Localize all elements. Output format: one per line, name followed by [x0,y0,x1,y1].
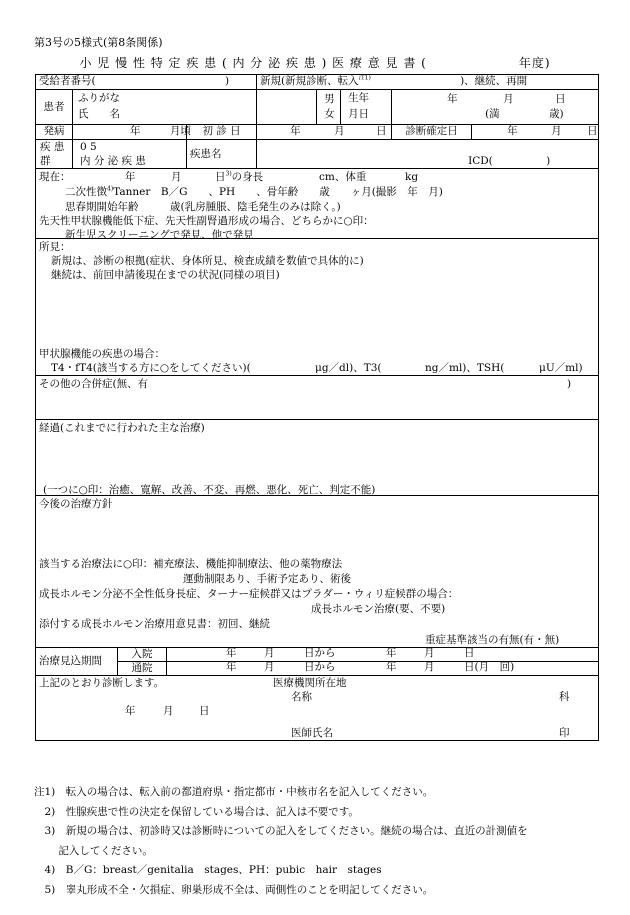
outpatient-month-end: 月 [424,661,435,673]
inpatient-month-end: 月 [424,647,435,659]
first-visit-month: 月 [334,125,345,137]
onset-date-cell[interactable] [73,125,191,140]
row-period-outpatient [36,662,599,676]
confirm-year: 年 [507,125,518,137]
inpatient-month: 月 [264,647,275,659]
application-type-label: 新規(新規診断、転入$^{注1)}$ [260,74,371,87]
policy-treatment: 該当する治療法に○印：補充療法、機能抑制療法、他の薬物療法 [39,558,343,570]
footnote-3: 3) 新規の場合は、初診時又は診断時についての記入をしてください。継続の場合は、直近の計測値を [34,825,528,837]
inpatient-day-end: 日 [464,647,475,659]
complications-label: その他の合併症(無、有 [39,378,149,390]
findings-line-new: 新規は、診断の根拠(症状、身体所見、検査成績を数値で具体的に) [51,255,364,267]
onset-label: 発病 [36,125,73,140]
doctor-name-label: 医師氏名 [291,727,333,739]
findings-cell[interactable] [36,239,599,376]
inpatient-year: 年 [226,647,237,659]
patient-name-extra[interactable] [257,90,317,125]
confirm-date[interactable] [472,125,599,140]
policy-gh-condition: 成長ホルモン分泌不全性低身長症、ターナー症候群又はプラダー・ウィリ症候群の場合： [39,588,459,600]
footnote-2: 2) 性腺疾患で性の決定を保留している場合は、記入は不要です。 [34,805,359,818]
disease-group-code: 0 5 [80,141,97,153]
thyroid-t3-unit: ng／ml)、TSH( [425,362,505,374]
inpatient-year-end: 年 [386,647,397,659]
patient-name-cell[interactable] [73,90,257,125]
department-label: 科 [559,691,570,703]
clinic-address-label: 医療機関所在地 [273,677,347,689]
thyroid-label: 甲状腺機能の疾患の場合： [39,348,165,360]
policy-cell[interactable] [36,496,599,648]
row-patient [36,90,599,125]
footnotes [34,783,528,900]
onset-year: 年 [130,125,141,137]
progress-outcome: (一つに○印：治癒、寛解、改善、不変、再燃、悪化、死亡、判定不能) [43,484,376,496]
footnote-4: 4) B／G：breast／genitalia stages、PH：pubic hair stages [34,864,382,876]
outpatient-from: 日から [304,661,336,673]
birth-month-label: 月 [503,93,514,105]
signature-cell[interactable] [36,676,599,741]
seal-label: 印 [559,727,570,739]
footnote-5: 5) 睾丸形成不全・欠損症、卵巣形成不全は、両側性のことを明記してください。 [34,883,434,896]
footnote-3-cont: 記入してください。 [34,844,153,857]
patient-label: 患者 [36,90,73,125]
sex-cell[interactable] [317,90,341,125]
birth-year-label: 年 [447,93,458,105]
screening-options: 新生児スクリーニングで発見、他で発見 [65,229,254,241]
row-progress [36,420,599,496]
row-signature [36,676,599,741]
footnote-1: 注1) 転入の場合は、転入前の都道府県・指定都市・中核市名を記入してください。 [34,786,434,798]
birth-label-2: 月日 [348,108,370,120]
document-title [0,57,630,69]
findings-label: 所見： [39,241,71,253]
policy-restriction: 運動制限あり、手術予定あり、術後 [183,573,351,585]
inpatient-dates[interactable] [167,648,599,662]
clinic-name-label: 名称 [291,691,312,703]
title-fiscal-year: 年度) [518,56,551,70]
row-period-inpatient [36,648,599,662]
current-year: 年 [125,171,136,183]
policy-severity: 重症基準該当の有無(有・無) [425,634,560,646]
age-close: 歳) [549,108,564,120]
complications-cell[interactable] [36,376,599,420]
application-type-options: )、継続、再開 [460,75,528,87]
progress-label: 経過(これまでに行われた主な治療) [39,422,205,434]
first-visit-year: 年 [290,125,301,137]
row-policy [36,496,599,648]
recipient-number-close: ) [225,75,230,87]
thyroid-tsh-unit: μU／ml) [539,362,583,374]
disease-group-name: 内 分 泌 疾 患 [80,155,146,167]
disease-name-cell[interactable] [257,140,599,169]
diagnosis-statement: 上記のとおり診断します。 [39,677,165,689]
recipient-number-cell[interactable] [36,75,257,90]
row-recipient [36,75,599,90]
row-current [36,169,599,239]
confirm-date-label: 診断確定日 [392,125,472,140]
onset-month: 月頃 [170,125,191,137]
current-day: 日$^{3)}$の身長 [215,170,264,183]
current-status-cell[interactable] [36,169,599,239]
first-visit-day: 日 [376,125,387,137]
row-findings [36,239,599,376]
row-disease [36,140,599,169]
row-complications [36,376,599,420]
puberty-age: 思春期開始年齢 歳(乳房腫脹、陰毛発生のみは除く。) [65,201,341,213]
row-onset [36,125,599,140]
sign-month: 月 [163,705,174,717]
birth-label-1: 生年 [348,92,370,104]
outpatient-year-end: 年 [386,661,397,673]
recipient-number-label: 受給者番号( [39,75,96,87]
application-type-cell[interactable] [257,75,599,90]
current-cm: cm、体重 [319,171,367,183]
title-main: 小 児 慢 性 特 定 疾 患 ( 内 分 泌 疾 患 ) 医 療 意 見 書 ( [79,56,427,70]
congenital-label: 先天性甲状腺機能低下症、先天性副腎過形成の場合、どちらかに○印： [39,215,374,227]
confirm-month: 月 [551,125,562,137]
current-label: 現在： [39,171,71,183]
secondary-sex: 二次性徴$^{4)}$Tanner B／G 、PH 、骨年齢 歳 ヶ月(撮影 年 月) [65,185,443,198]
sex-male: 男 [324,93,335,105]
outpatient-month: 月 [264,661,275,673]
thyroid-t4-unit: μg／dl)、T3( [315,362,382,374]
disease-group-label-1: 疾 患 [40,141,65,153]
confirm-day: 日 [587,125,598,137]
findings-line-continue: 継続は、前回申請後現在までの状況(同様の項目) [51,269,280,281]
form-number: 第3号の5様式(第8条関係) [34,36,163,49]
sign-day: 日 [199,705,210,717]
complications-close: ) [567,378,572,390]
treatment-period-label: 治療見込期間 [36,648,118,676]
disease-name-label: 疾患名 [187,140,257,169]
disease-group-value [73,140,187,169]
name-label: 氏 名 [78,108,120,120]
birth-date-cell[interactable] [392,90,599,125]
icd-close: ) [546,155,551,167]
first-visit-label: 初 診 日 [187,125,257,140]
thyroid-t4: T4・fT4(該当する方に○をしてください)( [51,362,251,374]
birth-label-cell [341,90,392,125]
progress-cell[interactable] [36,420,599,496]
disease-group-label [36,140,73,169]
policy-gh-treatment: 成長ホルモン治療(要、不要) [311,603,446,615]
birth-day-label: 日 [555,93,566,105]
current-kg: kg [405,171,419,183]
first-visit-date[interactable] [257,125,392,140]
icd-label: ICD( [468,155,493,167]
opinion-form-table [35,74,599,741]
outpatient-year: 年 [226,661,237,673]
inpatient-label: 入院 [118,648,167,662]
policy-label: 今後の治療方針 [39,498,113,510]
outpatient-label: 通院 [118,662,167,676]
sex-female: 女 [324,108,335,120]
age-open: (満 [485,108,500,120]
policy-gh-attachment: 添付する成長ホルモン治療用意見書：初回、継続 [39,618,270,630]
disease-group-label-2: 群 [40,155,51,167]
sign-year: 年 [125,705,136,717]
current-month: 月 [171,171,182,183]
inpatient-from: 日から [304,647,336,659]
furigana-label: ふりがな [78,92,120,104]
outpatient-times: 日(月 回) [464,661,515,673]
outpatient-dates[interactable] [167,662,599,676]
